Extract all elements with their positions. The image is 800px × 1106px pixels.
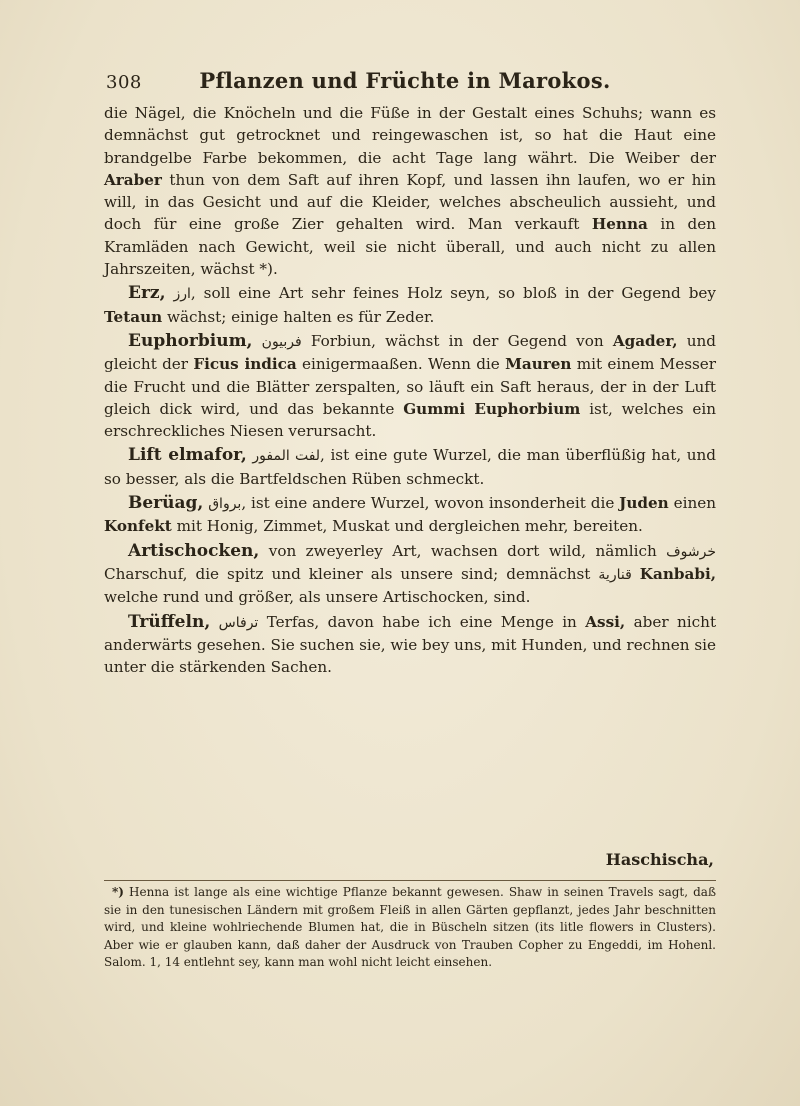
footnote-divider xyxy=(104,880,716,881)
running-title: Pflanzen und Früchte in Marokos. xyxy=(199,68,611,93)
term-juden: Juden xyxy=(619,494,669,513)
term-araber: Araber xyxy=(104,170,162,189)
arabic-beruag: برواق xyxy=(208,496,242,513)
term-mauren: Mauren xyxy=(505,355,572,374)
entry-lift-elmafor: Lift elmafor, لفت المفور, ist eine gute Wurzel, die man überflüßig hat, und so besser, als die Bartfeldschen Rüben schmeckt. xyxy=(104,445,717,488)
arabic-erz: ارز xyxy=(173,286,191,303)
entry-euphorbium: Euphorbium, فربيون Forbiun, wächst in der Gegend von Agader, und gleicht der Ficus indica einigermaaßen. Wenn die Mauren mit einem Messer die Frucht und die Blätter zerspalten, so läuft ein Saft heraus, der in der Luft gleich dick wird, und das bekannte Gummi Euphorbium ist, welches ein erschreckliches Niesen verursacht. xyxy=(104,330,717,441)
arabic-lift-elmafor: لفت المفور xyxy=(252,448,321,465)
place-assi: Assi, xyxy=(585,612,626,631)
catchword: Haschischa, xyxy=(605,850,714,869)
page-header xyxy=(100,68,710,100)
term-kanbabi: Kanbabi, xyxy=(639,564,717,583)
term-ficus-indica: Ficus indica xyxy=(193,355,297,374)
place-tetaun: Tetaun xyxy=(104,307,163,326)
body-text xyxy=(104,102,716,678)
headword-euphorbium: Euphorbium, xyxy=(128,330,253,351)
headword-erz: Erz, xyxy=(128,283,166,304)
entry-artischocken: Artischocken, von zweyerley Art, wachsen dort wild, nämlich خرشوف Charschuf, die spitz und kleiner als unsere sind; demnächst قنارية Kanbabi, welche rund und größer, als unsere Artischocken, sind. xyxy=(104,540,717,607)
arabic-kanbabi: قنارية xyxy=(598,566,632,583)
entry-beruag: Berüag, برواق, ist eine andere Wurzel, wovon insonderheit die Juden einen Konfekt mit Honig, Zimmet, Muskat und dergleichen mehr, bereiten. xyxy=(104,493,716,536)
footnote-text: Henna ist lange als eine wichtige Pflanze bekannt gewesen. Shaw in seinen Travels sagt, daß sie in den tunesischen Ländern mit großem Fleiß in allen Gärten gepflanzt, jedes Jahr beschnitten wird, und kleine wohlriechende Blumen hat, die in Büscheln sitzen (its litle flowers in Clusters). Aber wie er glauben kann, daß daher der Ausdruck von Trauben Copher zu Engeddi, im Hohenl. Salom. 1, 14 entlehnt sey, kann man wohl nicht leicht einsehen. xyxy=(104,885,716,969)
place-agader: Agader, xyxy=(612,331,678,350)
footnote-mark: *) xyxy=(112,885,124,899)
paragraph-henna: die Nägel, die Knöcheln und die Füße in der Gestalt eines Schuhs; wann es demnächst gut getrocknet und reingewaschen ist, so hat die Haut eine brandgelbe Farbe bekommen, die acht Tage lang währt. Die Weiber der Araber thun von dem Saft auf ihren Kopf, und lassen ihn laufen, wo er hin will, in das Gesicht und auf die Kleider, welches abscheulich aussieht, und doch für eine große Zier gehalten wird. Man verkauft Henna in den Kramläden nach Gewicht, weil sie nicht überall, und auch nicht zu allen Jahrszeiten, wächst *). xyxy=(104,104,717,279)
arabic-euphorbium: فربيون xyxy=(261,333,302,350)
headword-lift-elmafor: Lift elmafor, xyxy=(128,445,247,466)
arabic-terfas: ترفاس xyxy=(218,614,259,631)
footnote xyxy=(104,884,716,972)
headword-trueffeln: Trüffeln, xyxy=(128,611,211,632)
entry-trueffeln: Trüffeln, ترفاس Terfas, davon habe ich eine Menge in Assi, aber nicht anderwärts gesehen. Sie suchen sie, wie bey uns, mit Hunden, und rechnen sie unter die stärkenden Sachen. xyxy=(104,611,717,677)
arabic-charschuf: خرشوف xyxy=(666,543,717,560)
term-konfekt: Konfekt xyxy=(104,517,172,536)
headword-beruag: Berüag, xyxy=(128,493,204,514)
page-number: 308 xyxy=(106,72,142,93)
headword-artischocken: Artischocken, xyxy=(128,540,260,561)
term-henna: Henna xyxy=(591,215,648,234)
term-gummi-euphorbium: Gummi Euphorbium xyxy=(403,399,581,418)
entry-erz: Erz, ارز, soll eine Art sehr feines Holz seyn, so bloß in der Gegend bey Tetaun wächst; einige halten es für Zeder. xyxy=(104,283,716,326)
